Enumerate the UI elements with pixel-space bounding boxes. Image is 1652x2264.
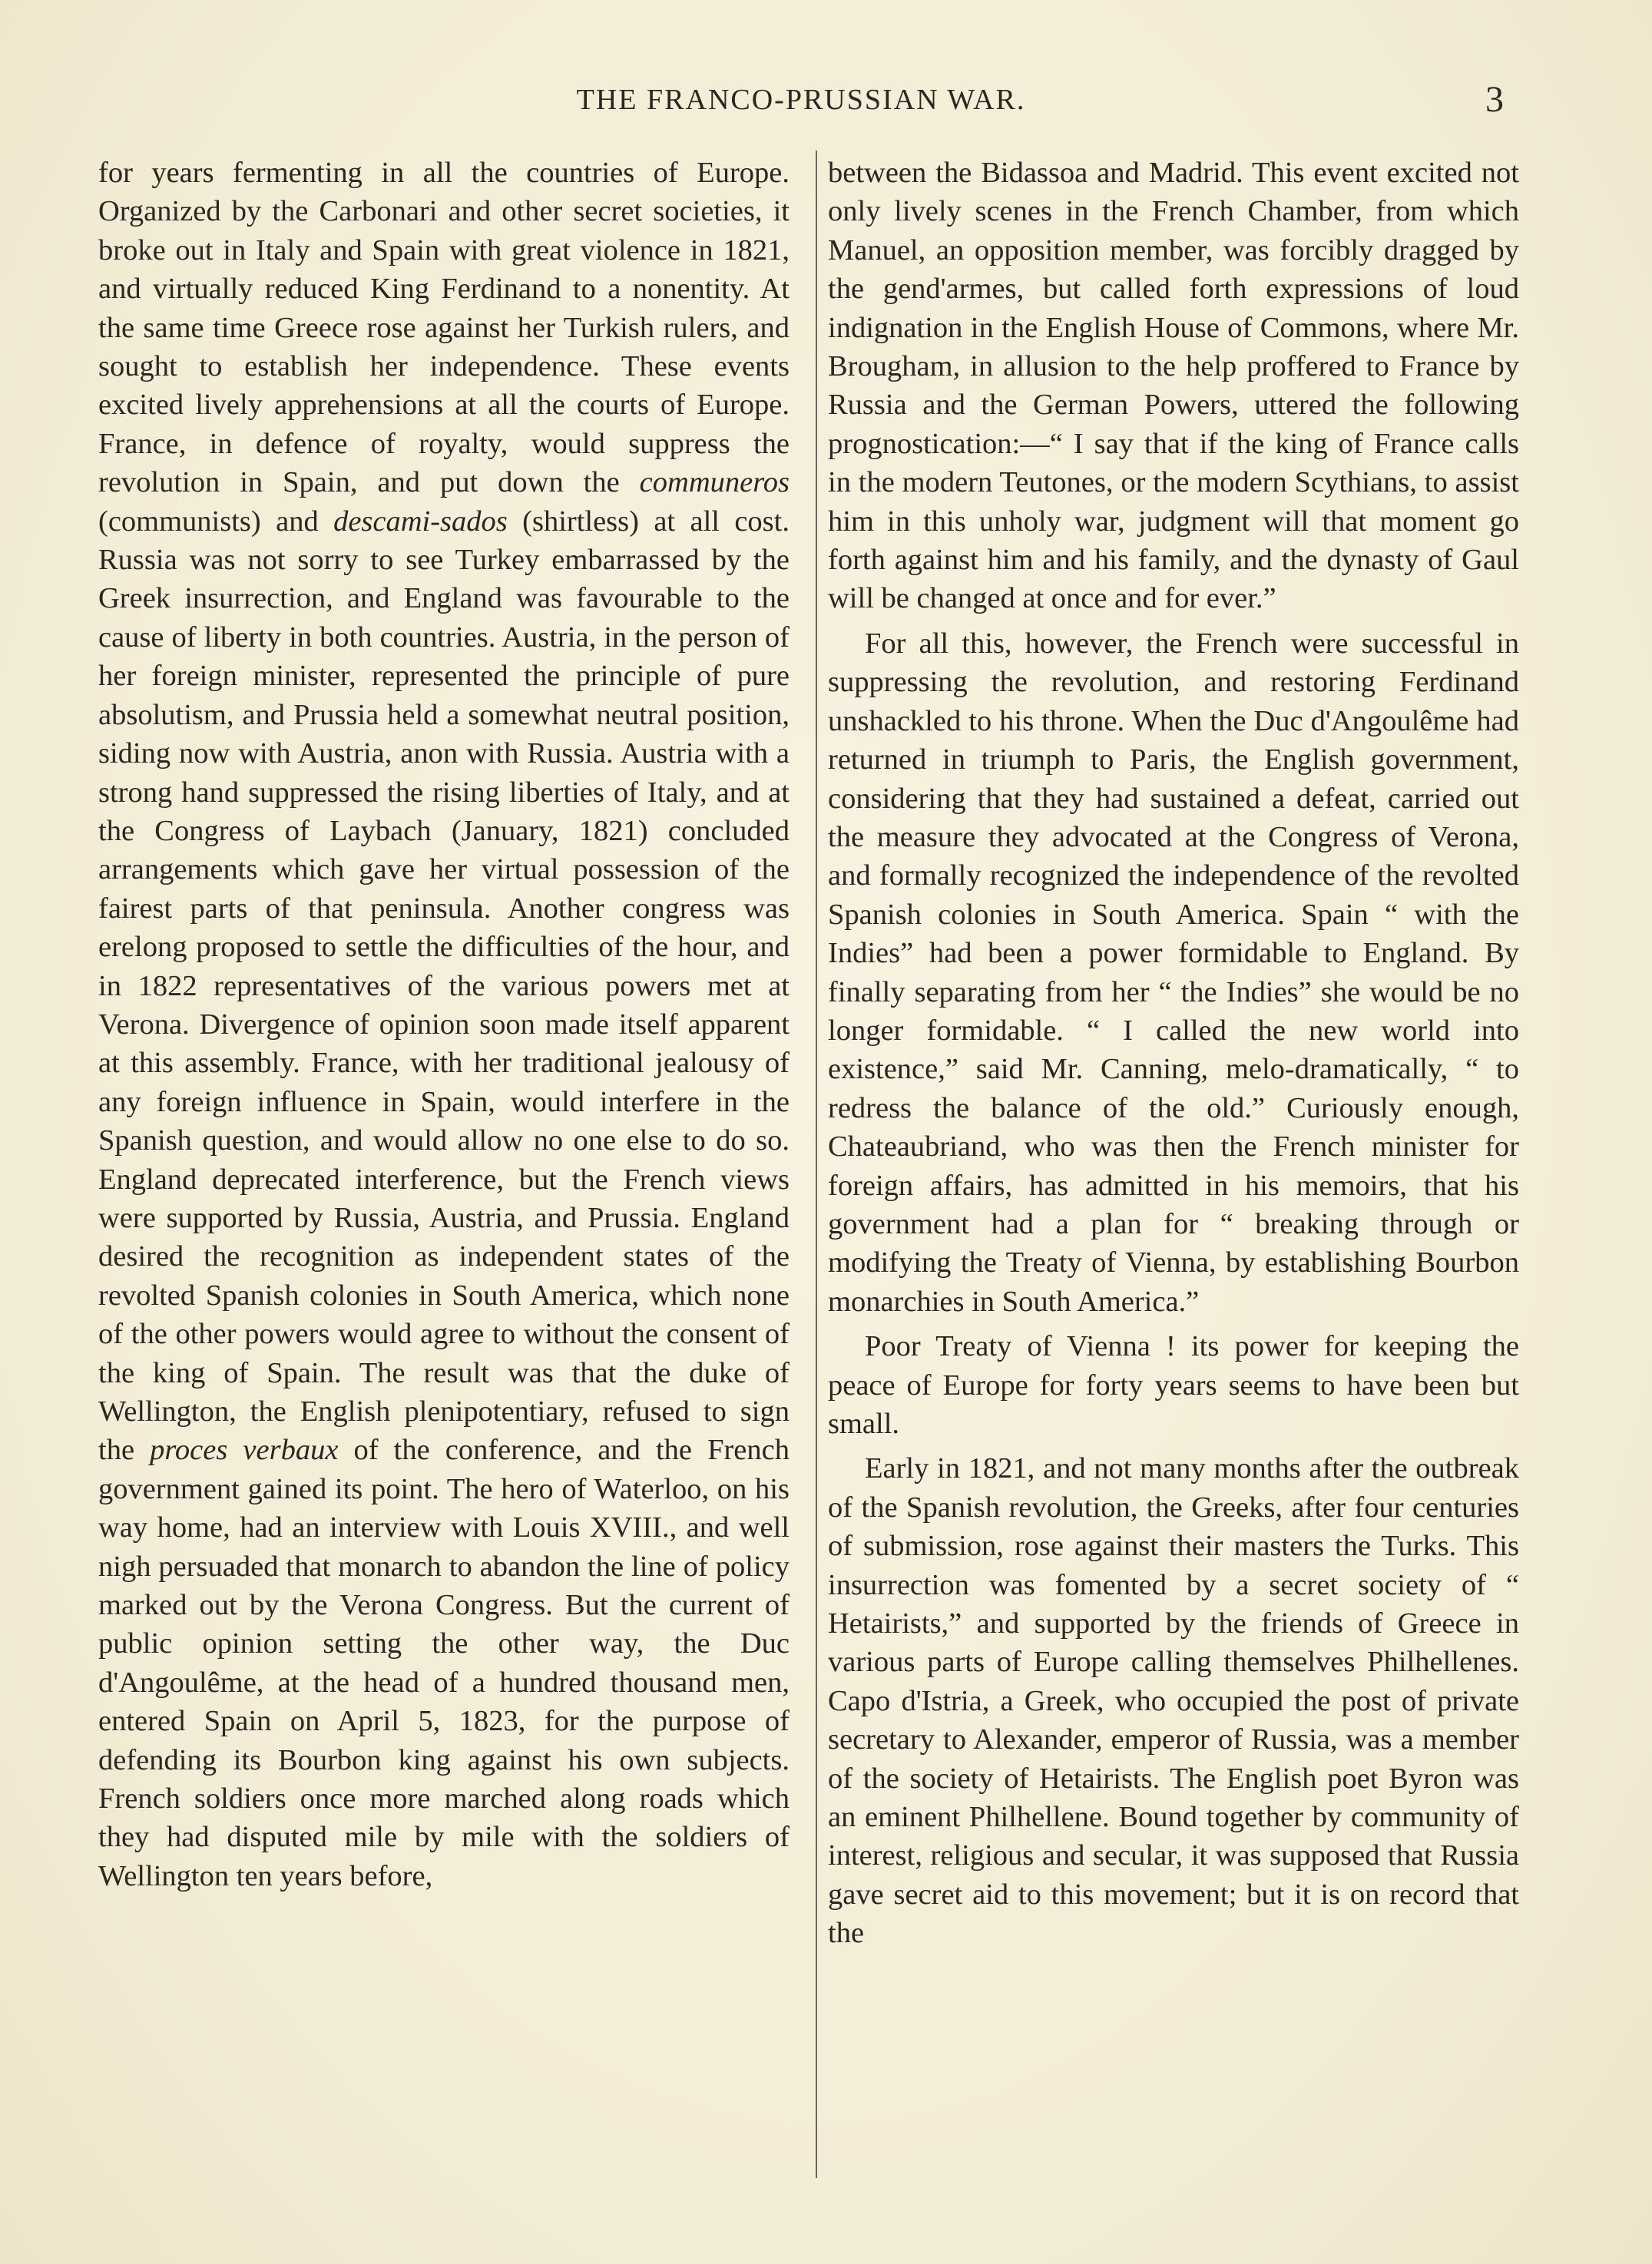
text-run: of the conference, and the French government gained its point. The hero of Waterloo, on his way home, had an interview with Louis XVIII., and well nigh persuaded that monarch to abandon the line of policy marked out by the Verona Congress. But the current of public opinion setting the other way, the Duc d'Angoulême, at the head of a hundred thousand men, entered Spain on April 5, 1823, for the purpose of defending its Bourbon king against his own subjects. French soldiers once more marched along roads which they had disputed mile by mile with the soldiers of Wellington ten years before, [98,1434,790,1892]
paragraph [98,154,790,1895]
text-run: (communists) and [98,505,334,538]
paragraph: For all this, however, the French were successful in suppressing the revolution, and restoring Ferdinand unshackled to his throne. When the Duc d'Angoulême had returned in triumph to Paris, the English government, considering that they had sustained a defeat, carried out the measure they advocated at the Congress of Verona, and formally recognized the independence of the revolted Spanish colonies in South America. Spain “ with the Indies” had been a power formidable to England. By finally separating from her “ the Indies” she would be no longer formidable. “ I called the new world into existence,” said Mr. Canning, melo-dramatically, “ to redress the balance of the old.” Curiously enough, Chateaubriand, who was then the French minister for foreign affairs, has admitted in his memoirs, that his government had a plan for “ breaking through or modifying the Treaty of Vienna, by establishing Bourbon monarchies in South America.” [828,627,1519,1318]
page-number: 3 [1485,79,1504,120]
paragraph: between the Bidassoa and Madrid. This event excited not only lively scenes in the French Chamber, from which Manuel, an opposition member, was forcibly dragged by the gend'armes, but called forth expressions of loud indignation in the English House of Commons, where Mr. Brougham, in allusion to the help proffered to France by Russia and the German Powers, uttered the following prognostication:—“ I say that if the king of France calls in the modern Teutones, or the modern Scythians, to assist him in this unholy war, judgment will that moment go forth against him and his family, and the dynasty of Gaul will be changed at once and for ever.” [828,157,1519,615]
left-column [98,154,790,1895]
text-run: (shirtless) at all cost. Russia was not sorry to see Turkey embarrassed by the Greek insurrection, and England was favourable to the cause of liberty in both countries. Austria, in the person of her foreign minister, represented the principle of pure absolutism, and Prussia held a somewhat neutral position, siding now with Austria, anon with Russia. Austria with a strong hand suppressed the rising liberties of Italy, and at the Congress of Laybach (January, 1821) concluded arrangements which gave her virtual possession of the fairest parts of that peninsula. Another congress was erelong proposed to settle the difficulties of the hour, and in 1822 representatives of the various powers met at Verona. Divergence of opinion soon made itself apparent at this assembly. France, with her traditional jealousy of any foreign influence in Spain, would interfere in the Spanish question, and would allow no one else to do so. England deprecated interference, but the French views were supported by Russia, Austria, and Prussia. England desired the recognition as independent states of the revolted Spanish colonies in South America, which none of the other powers would agree to without the consent of the king of Spain. The result was that the duke of Wellington, the English plenipotentiary, refused to sign the [98,505,790,1467]
italic-term: communeros [639,466,790,499]
paragraph: Poor Treaty of Vienna ! its power for keeping the peace of Europe for forty years seems to have been but small. [828,1330,1519,1440]
paragraph: Early in 1821, and not many months after the outbreak of the Spanish revolution, the Greeks, after four centuries of submission, rose against their masters the Turks. This insurrection was fomented by a secret society of “ Hetairists,” and supported by the friends of Greece in various parts of Europe calling themselves Philhellenes. Capo d'Istria, a Greek, who occupied the post of private secretary to Alexander, emperor of Russia, was a member of the society of Hetairists. The English poet Byron was an eminent Philhellene. Bound together by community of interest, religious and secular, it was supposed that Russia gave secret aid to this movement; but it is on record that the [828,1452,1519,1950]
italic-term: proces verbaux [150,1434,339,1467]
italic-term: descami-sados [333,505,508,538]
text-run: for years fermenting in all the countries of Europe. Organized by the Carbonari and other secret societies, it broke out in Italy and Spain with great violence in 1821, and virtually reduced King Ferdinand to a nonentity. At the same time Greece rose against her Turkish rulers, and sought to establish her independence. These events excited lively apprehensions at all the courts of Europe. France, in defence of royalty, would suppress the revolution in Spain, and put down the [98,157,790,499]
running-title: THE FRANCO-PRUSSIAN WAR. [576,84,1026,116]
running-head [98,79,1504,121]
right-column [828,154,1519,1953]
column-divider [816,151,817,2178]
